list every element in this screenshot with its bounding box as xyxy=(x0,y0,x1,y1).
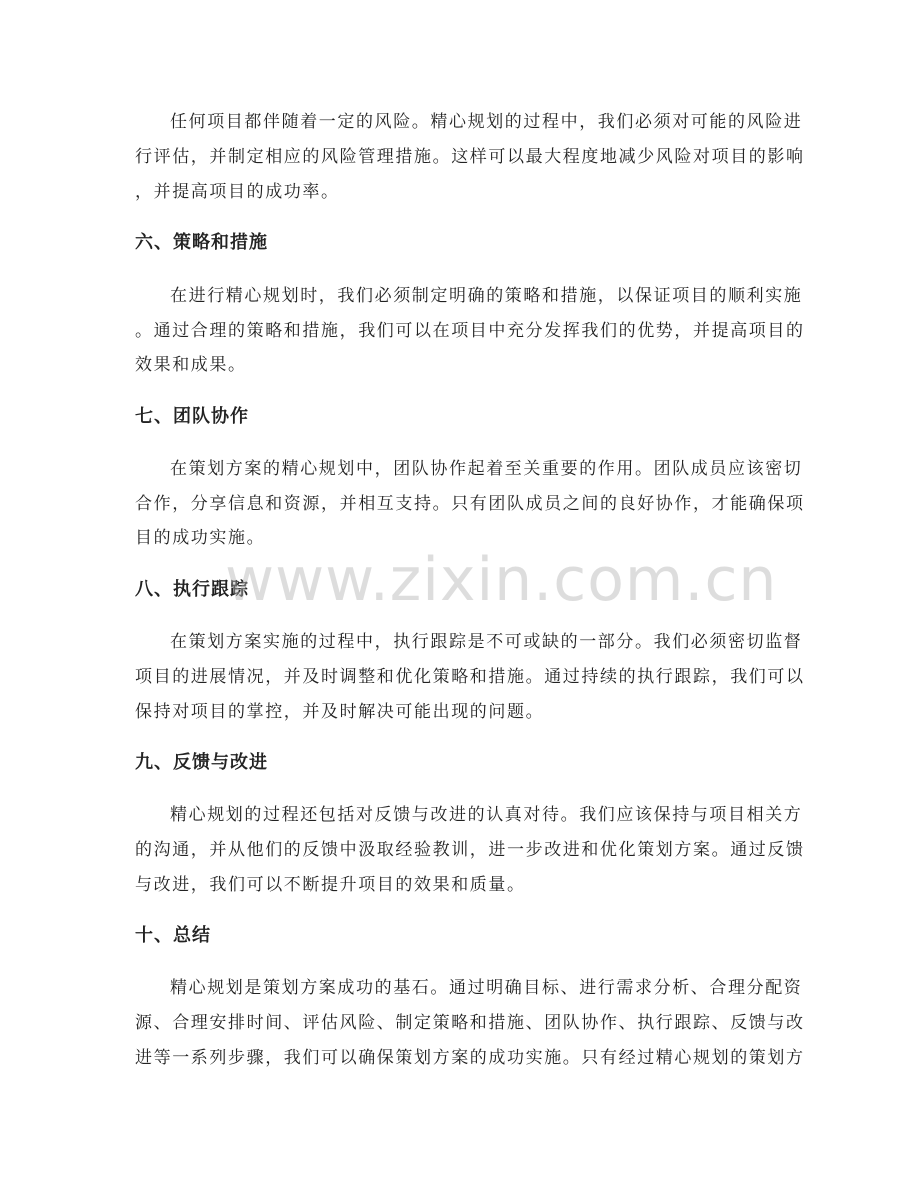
paragraph-line: 的沟通，并从他们的反馈中汲取经验教训，进一步改进和优化策划方案。通过反馈 xyxy=(135,840,805,860)
paragraph-line: 保持对项目的掌控，并及时解决可能出现的问题。 xyxy=(135,702,545,722)
paragraph-line: 在策划方案实施的过程中，执行跟踪是不可或缺的一部分。我们必须密切监督 xyxy=(170,632,803,652)
paragraph-line: ，并提高项目的成功率。 xyxy=(135,182,340,202)
paragraph-line: 精心规划的过程还包括对反馈与改进的认真对待。我们应该保持与项目相关方 xyxy=(170,805,803,825)
paragraph-line: 源、合理安排时间、评估风险、制定策略和措施、团队协作、执行跟踪、反馈与改 xyxy=(135,1013,805,1033)
paragraph-line: 在进行精心规划时，我们必须制定明确的策略和措施，以保证项目的顺利实施 xyxy=(170,286,803,306)
section-heading: 六、策略和措施 xyxy=(135,232,268,253)
paragraph-line: 与改进，我们可以不断提升项目的效果和质量。 xyxy=(135,875,526,895)
paragraph-line: 效果和成果。 xyxy=(135,355,247,375)
paragraph-line: 。通过合理的策略和措施，我们可以在项目中充分发挥我们的优势，并提高项目的 xyxy=(135,321,805,341)
paragraph-line: 合作，分享信息和资源，并相互支持。只有团队成员之间的良好协作，才能确保项 xyxy=(135,494,805,514)
paragraph-line: 在策划方案的精心规划中，团队协作起着至关重要的作用。团队成员应该密切 xyxy=(170,459,803,479)
section-heading: 八、执行跟踪 xyxy=(135,579,249,600)
paragraph-line: 任何项目都伴随着一定的风险。精心规划的过程中，我们必须对可能的风险进 xyxy=(170,112,803,132)
section-heading: 七、团队协作 xyxy=(135,406,249,427)
paragraph-line: 项目的进展情况，并及时调整和优化策略和措施。通过持续的执行跟踪，我们可以 xyxy=(135,667,805,687)
paragraph-line: 目的成功实施。 xyxy=(135,528,266,548)
paragraph-line: 精心规划是策划方案成功的基石。通过明确目标、进行需求分析、合理分配资 xyxy=(170,978,803,998)
section-heading: 十、总结 xyxy=(135,925,211,946)
section-heading: 九、反馈与改进 xyxy=(135,752,268,773)
paragraph-line: 行评估，并制定相应的风险管理措施。这样可以最大程度地减少风险对项目的影响 xyxy=(135,147,805,167)
watermark: www.zixin.com.cn xyxy=(225,545,778,615)
paragraph-line: 进等一系列步骤，我们可以确保策划方案的成功实施。只有经过精心规划的策划方 xyxy=(135,1048,805,1068)
